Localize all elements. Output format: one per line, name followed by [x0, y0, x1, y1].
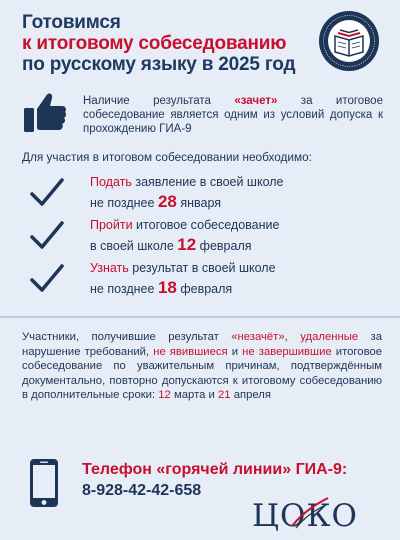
thumbs-up-icon	[22, 88, 68, 136]
step-text	[90, 172, 370, 213]
step-pass	[22, 215, 382, 263]
note-highlight: 21	[217, 389, 231, 402]
title-line-1: Готовимся	[22, 12, 121, 33]
note-part: Участники, получившие результат	[22, 331, 232, 343]
step-rest: результат в своей школе	[128, 261, 276, 275]
step-action: Узнать	[90, 261, 129, 275]
title-line-3: по русскому языку в 2025 год	[22, 54, 296, 75]
requirements-heading: Для участия в итоговом собеседовании необходимо:	[22, 150, 312, 164]
step-month: января	[176, 196, 222, 210]
step-action: Подать	[90, 175, 132, 189]
phone-icon	[24, 458, 64, 508]
hotline	[82, 459, 382, 501]
step-text	[90, 215, 370, 256]
note-highlight: не завершившие	[242, 345, 332, 358]
retake-note	[22, 330, 382, 403]
logo-letters: ЦОКО	[252, 498, 358, 534]
step-rest: итоговое собеседование	[132, 218, 280, 232]
note-highlight: удаленные	[300, 331, 359, 343]
section-divider	[0, 316, 400, 318]
note-part: ,	[284, 331, 301, 343]
note-highlight: 12	[158, 389, 171, 402]
intro-post: за итоговое собеседование является одним из условий допуска к прохождению ГИА-9	[83, 95, 383, 135]
title-line-2: к итоговому собеседованию	[22, 33, 287, 54]
check-icon	[30, 264, 64, 294]
logo-swoosh-icon	[290, 496, 330, 530]
check-icon	[30, 221, 64, 251]
step-learn	[22, 258, 382, 306]
emblem-icon	[318, 10, 380, 72]
logo-icon	[252, 496, 392, 536]
page-title	[22, 12, 322, 75]
step-date: 12	[177, 235, 197, 254]
hotline-label: Телефон «горячей линии» ГИА-9:	[82, 461, 348, 478]
step-month: февраля	[176, 282, 233, 296]
step-submit	[22, 172, 382, 220]
note-part: итоговое собеседование по уважительным причинам, подтверждённым документально, повторно допускаются к итоговому собеседованию в дополнительные сроки:	[22, 345, 383, 402]
step-month: февраля	[196, 239, 252, 253]
intro-text	[83, 94, 383, 136]
note-part: за нарушение требований,	[22, 331, 382, 358]
note-part: марта и	[170, 389, 218, 402]
intro-highlight: «зачет»	[234, 95, 278, 107]
note-highlight: «незачёт»	[231, 331, 285, 343]
step-rest: заявление в своей школе	[131, 175, 284, 189]
step-date: 18	[157, 278, 177, 297]
step-line2-pre: в своей школе	[90, 239, 178, 253]
check-icon	[30, 178, 64, 208]
step-line2-pre: не позднее	[90, 282, 158, 296]
step-action: Пройти	[90, 218, 133, 232]
step-date: 28	[157, 192, 177, 211]
note-part: и	[227, 345, 243, 358]
intro-pre: Наличие результата	[83, 95, 235, 107]
step-line2-pre: не позднее	[90, 196, 158, 210]
note-highlight: не явившиеся	[153, 345, 228, 358]
note-part: апреля	[230, 389, 272, 402]
step-text	[90, 258, 370, 299]
hotline-number[interactable]: 8-928-42-42-658	[82, 482, 202, 499]
